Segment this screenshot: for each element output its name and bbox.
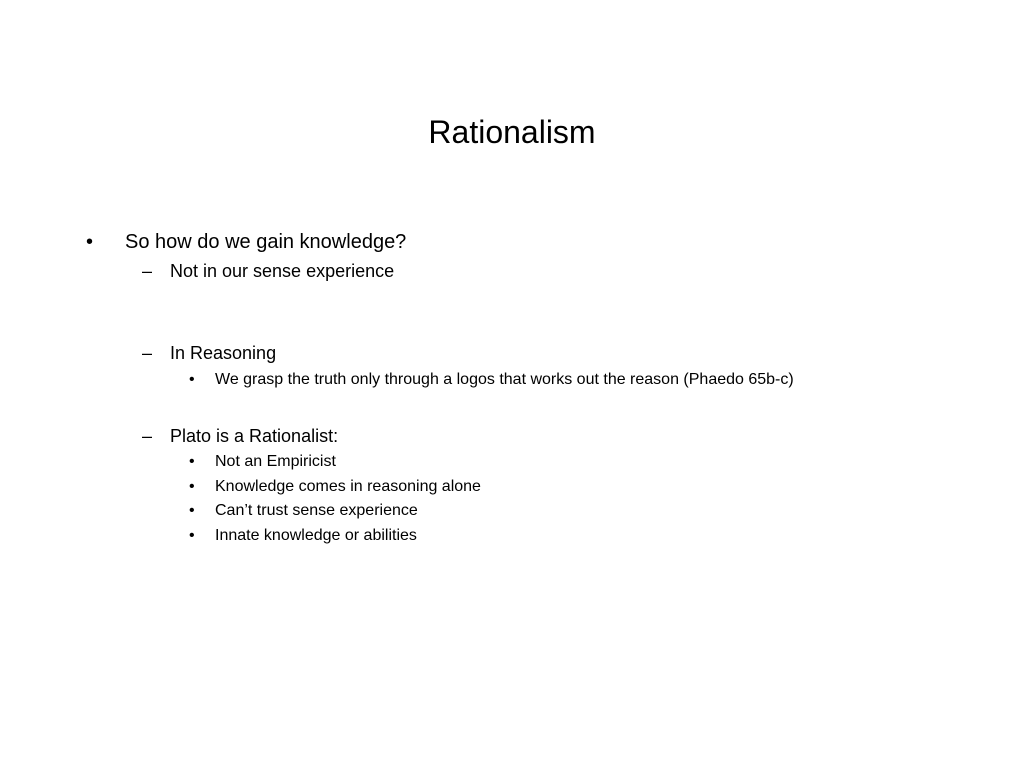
bullet-marker: • <box>189 502 195 519</box>
bullet-innate: Innate knowledge or abilities <box>215 527 417 544</box>
bullet-question: So how do we gain knowledge? <box>125 231 407 253</box>
bullet-cant-trust: Can’t trust sense experience <box>215 502 418 519</box>
dash-marker: – <box>142 343 153 363</box>
bullet-not-sense: Not in our sense experience <box>170 261 395 281</box>
bullet-plato: Plato is a Rationalist: <box>170 426 339 446</box>
slide-title: Rationalism <box>428 114 596 150</box>
dash-marker: – <box>142 261 153 281</box>
bullet-not-empiricist: Not an Empiricist <box>215 453 336 470</box>
bullet-marker: • <box>189 453 195 470</box>
bullet-marker: • <box>189 527 195 544</box>
bullet-marker: • <box>189 371 195 388</box>
dash-marker: – <box>142 426 153 446</box>
bullet-marker: • <box>189 478 195 495</box>
bullet-marker: • <box>86 231 94 253</box>
bullet-in-reasoning: In Reasoning <box>170 343 277 363</box>
bullet-logos: We grasp the truth only through a logos that works out the reason (Phaedo 65b-c) <box>215 371 794 388</box>
bullet-reasoning-alone: Knowledge comes in reasoning alone <box>215 478 481 495</box>
